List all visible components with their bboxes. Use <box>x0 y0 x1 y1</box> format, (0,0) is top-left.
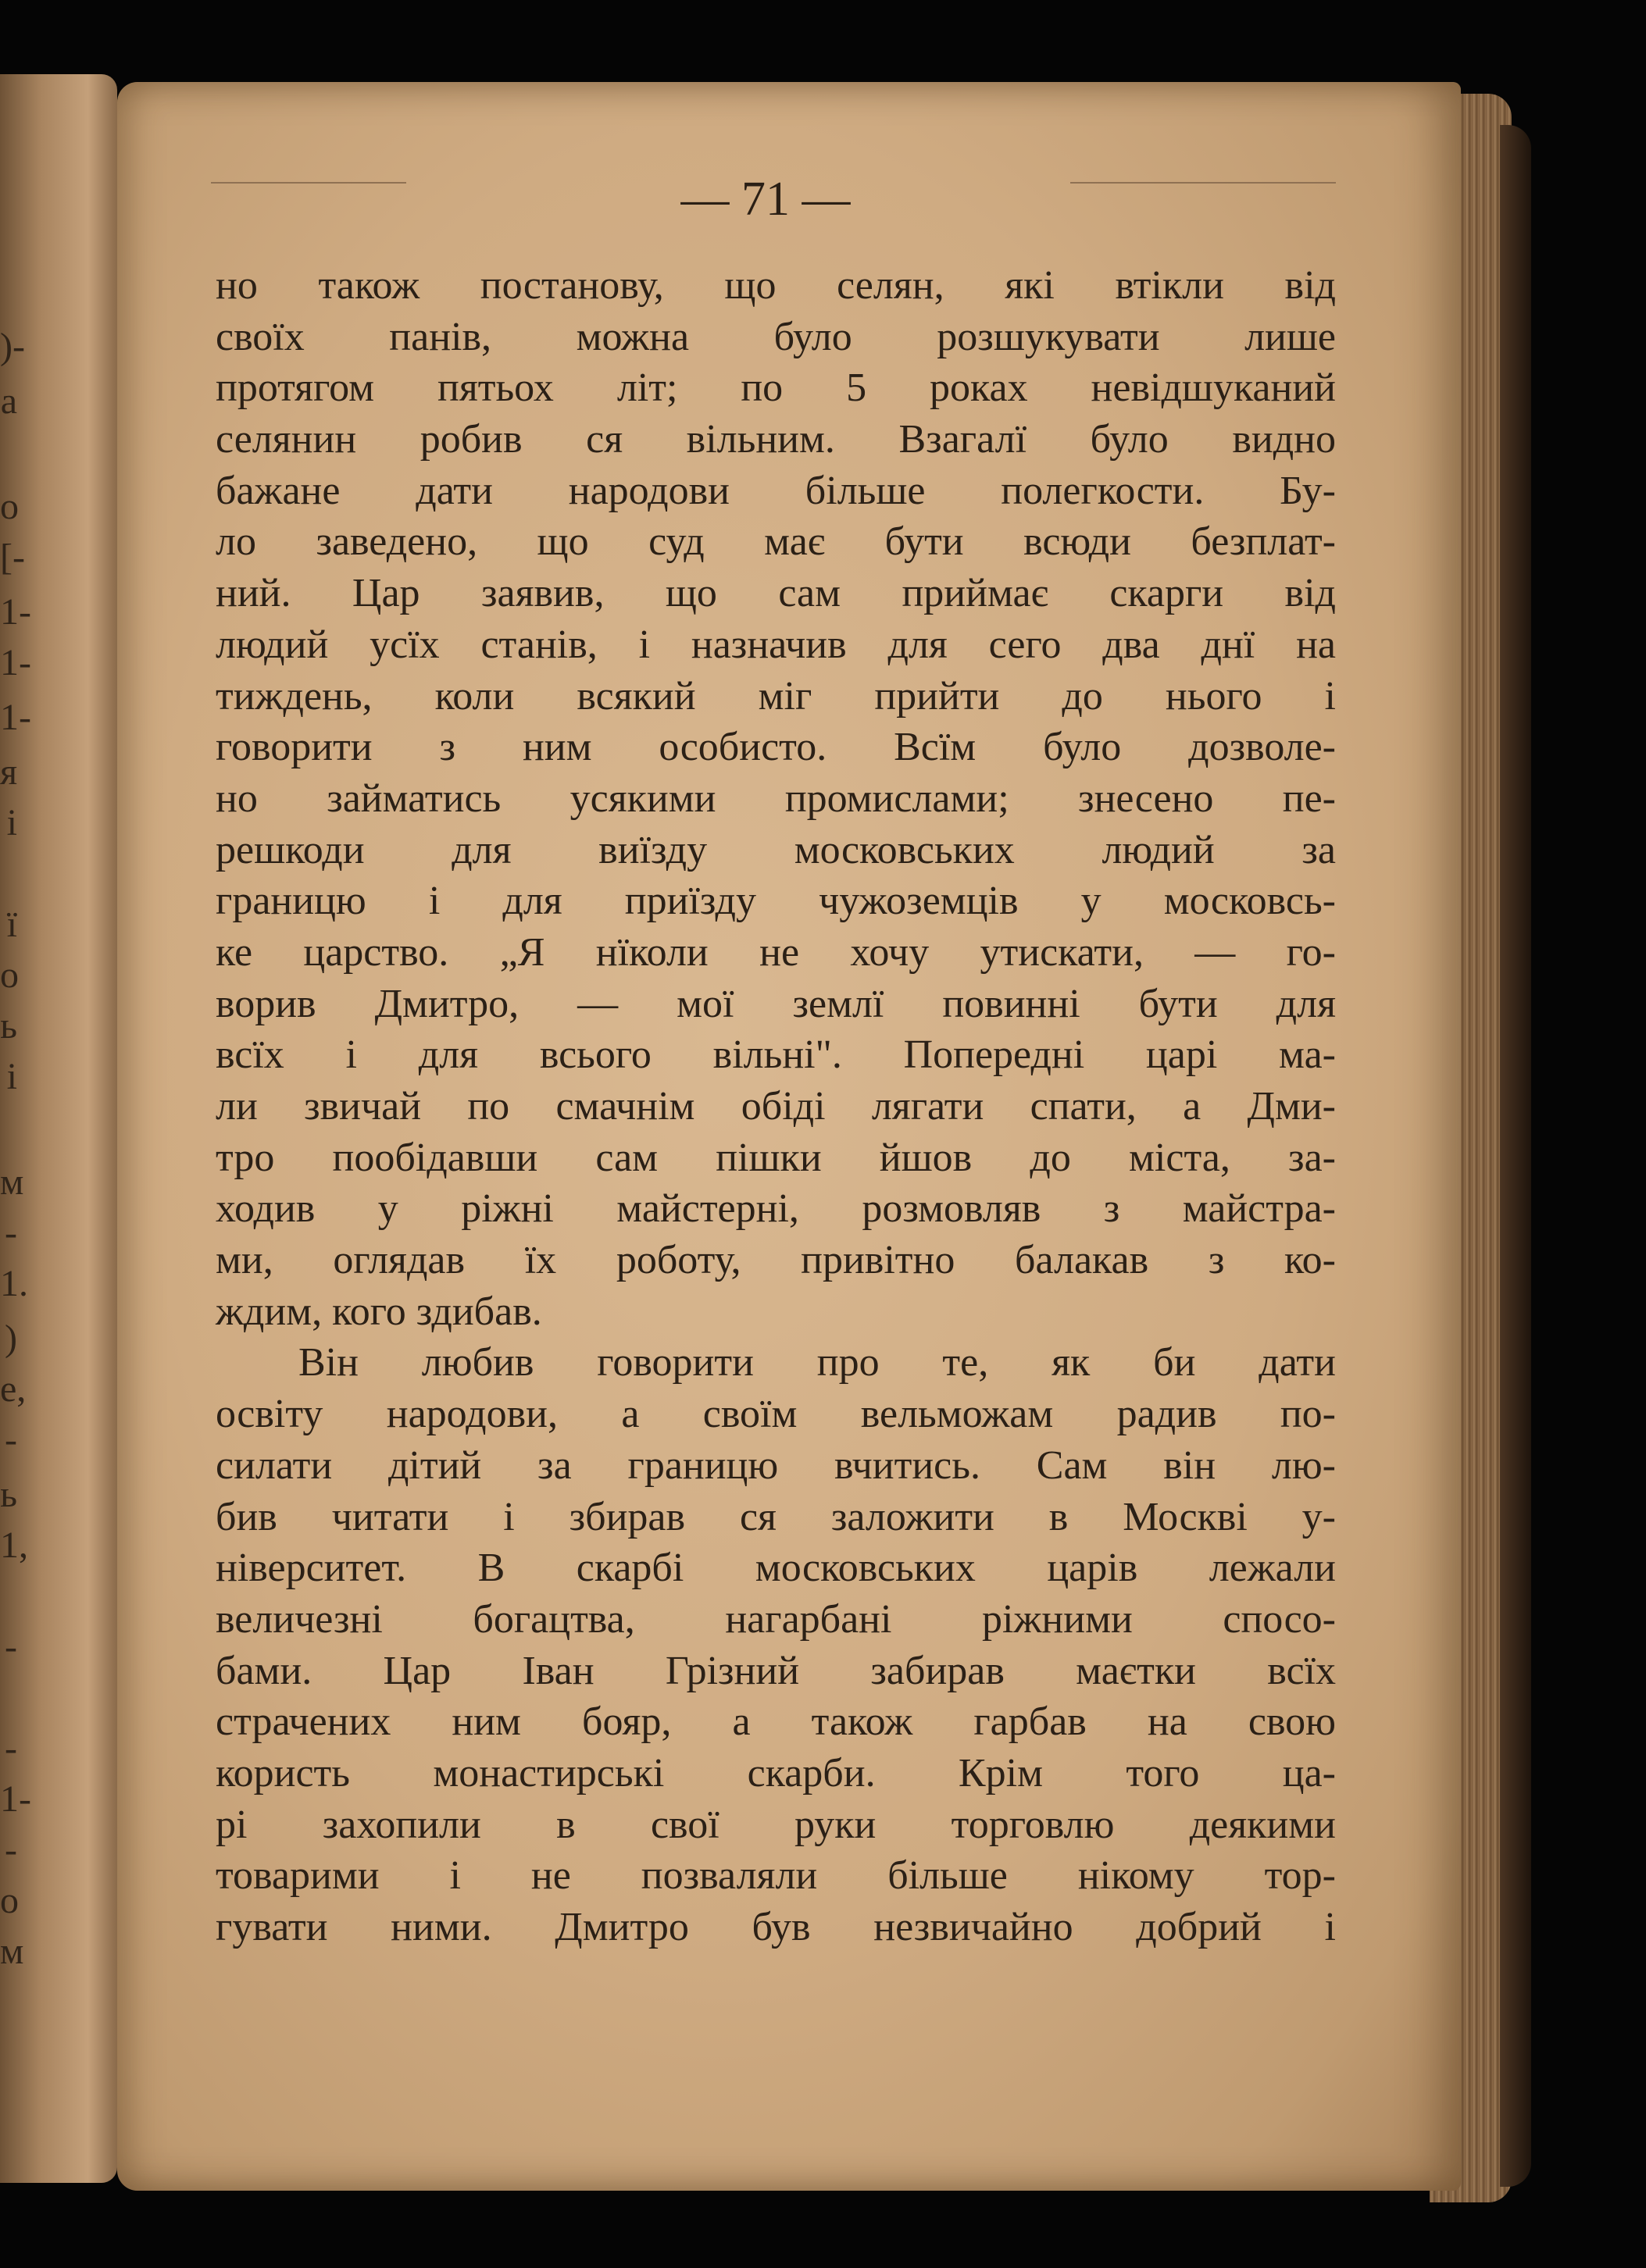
text-line: ло заведено, що суд має бути всюди безплат- <box>216 519 1336 565</box>
text-line: гувати ними. Дмитро був незвичайно добрий і <box>216 1905 1336 1949</box>
previous-page-text-fragment: 1- <box>0 591 31 633</box>
previous-page-text-fragment: - <box>5 1212 17 1253</box>
text-line: користь монастирські скарби. Крім того ца- <box>216 1750 1336 1796</box>
text-line: величезні богацтва, нагарбані ріжними спосо- <box>216 1596 1336 1642</box>
page-number: — 71 — <box>680 173 851 226</box>
previous-page-text-fragment: - <box>5 1728 17 1769</box>
text-line: тро пообідавши сам пішки йшов до міста, за- <box>216 1135 1336 1180</box>
text-line: ходив у ріжні майстерні, розмовляв з майстра- <box>216 1186 1336 1232</box>
previous-page-text-fragment: і <box>6 802 17 843</box>
previous-page-text-fragment: е, <box>0 1368 27 1410</box>
previous-page-text-fragment: ї <box>6 904 17 945</box>
previous-page-text-fragment: о <box>0 1880 19 1921</box>
previous-page-text-fragment: ь <box>0 1005 17 1047</box>
previous-page-text-fragment: і <box>6 1056 17 1097</box>
previous-page-text-fragment: ) <box>5 1318 17 1359</box>
text-line: бив читати і збирав ся заложити в Москві у- <box>216 1494 1336 1539</box>
previous-page-text-fragment: я <box>0 751 18 793</box>
text-line: ніверситет. В скарбі московських царів лежали <box>216 1546 1336 1591</box>
previous-page-text-fragment: м <box>0 1161 24 1203</box>
text-line: границю і для приїзду чужоземців у московсь- <box>216 879 1336 924</box>
previous-page-text-fragment: 1. <box>0 1263 28 1304</box>
previous-page-text-fragment: - <box>5 1626 17 1667</box>
previous-page-text-fragment: 1- <box>0 697 31 738</box>
text-line: ждим, кого здибав. <box>216 1289 542 1334</box>
text-line: ми, оглядав їх роботу, привітно балакав з ко- <box>216 1238 1336 1283</box>
text-line: людий усїх станів, і назначив для сего два днї на <box>216 622 1336 667</box>
text-line: бами. Цар Іван Грізний забирав маєтки всїх <box>216 1648 1336 1693</box>
book-page <box>117 82 1461 2191</box>
previous-page-edge <box>0 74 117 2183</box>
text-line: товарими і не позваляли більше нікому тор- <box>216 1853 1336 1899</box>
previous-page-text-fragment: [- <box>0 537 25 578</box>
body-text <box>216 260 1336 1953</box>
previous-page-text-fragment: - <box>5 1419 17 1460</box>
previous-page-text-fragment: о <box>0 486 19 527</box>
previous-page-text-fragment: 1, <box>0 1524 28 1566</box>
text-line: протягом пятьох літ; по 5 роках невідшуканий <box>216 366 1336 411</box>
previous-page-text-fragment: м <box>0 1931 24 1972</box>
previous-page-text-fragment: а <box>0 380 17 422</box>
text-line: бажане дати народови більше полегкости. Бу- <box>216 468 1336 513</box>
text-line: говорити з ним особисто. Всїм було дозволе- <box>216 725 1336 770</box>
previous-page-text-fragment: о <box>0 954 19 996</box>
text-line: освіту народови, а своїм вельможам радив по- <box>216 1392 1336 1437</box>
text-line: тиждень, коли всякий міг прийти до нього і <box>216 673 1336 719</box>
previous-page-text-fragment: - <box>5 1829 17 1870</box>
previous-page-text-fragment: 1- <box>0 1778 31 1820</box>
page-edges-shadow <box>1500 125 1531 2187</box>
text-line: но займатись усякими промислами; знесено пе- <box>216 776 1336 821</box>
text-line: рі захопили в свої руки торговлю деякими <box>216 1802 1336 1847</box>
text-line: решкоди для виїзду московських людий за <box>216 827 1336 872</box>
text-line: силати дітий за границю вчитись. Сам він лю- <box>216 1442 1336 1488</box>
text-line: селянин робив ся вільним. Взагалї було видно <box>216 417 1336 462</box>
text-line: но також постанову, що селян, які втікли від <box>216 263 1336 308</box>
text-line: Він любив говорити про те, як би дати <box>298 1340 1336 1385</box>
text-line: страчених ним бояр, а також гарбав на свою <box>216 1699 1336 1745</box>
text-line: всїх і для всього вільні". Попередні царі ма- <box>216 1032 1336 1078</box>
text-line: ний. Цар заявив, що сам приймає скарги від <box>216 571 1336 616</box>
previous-page-text-fragment: )- <box>0 326 25 367</box>
previous-page-text-fragment: ь <box>0 1474 17 1515</box>
text-line: ке царство. „Я нїколи не хочу утискати, — го- <box>216 929 1336 975</box>
text-line: ворив Дмитро, — мої землї повинні бути для <box>216 981 1336 1026</box>
text-line: своїх панів, можна було розшукувати лише <box>216 314 1336 359</box>
previous-page-text-fragment: 1- <box>0 642 31 683</box>
text-line: ли звичай по смачнім обіді лягати спати, а Дми- <box>216 1084 1336 1129</box>
